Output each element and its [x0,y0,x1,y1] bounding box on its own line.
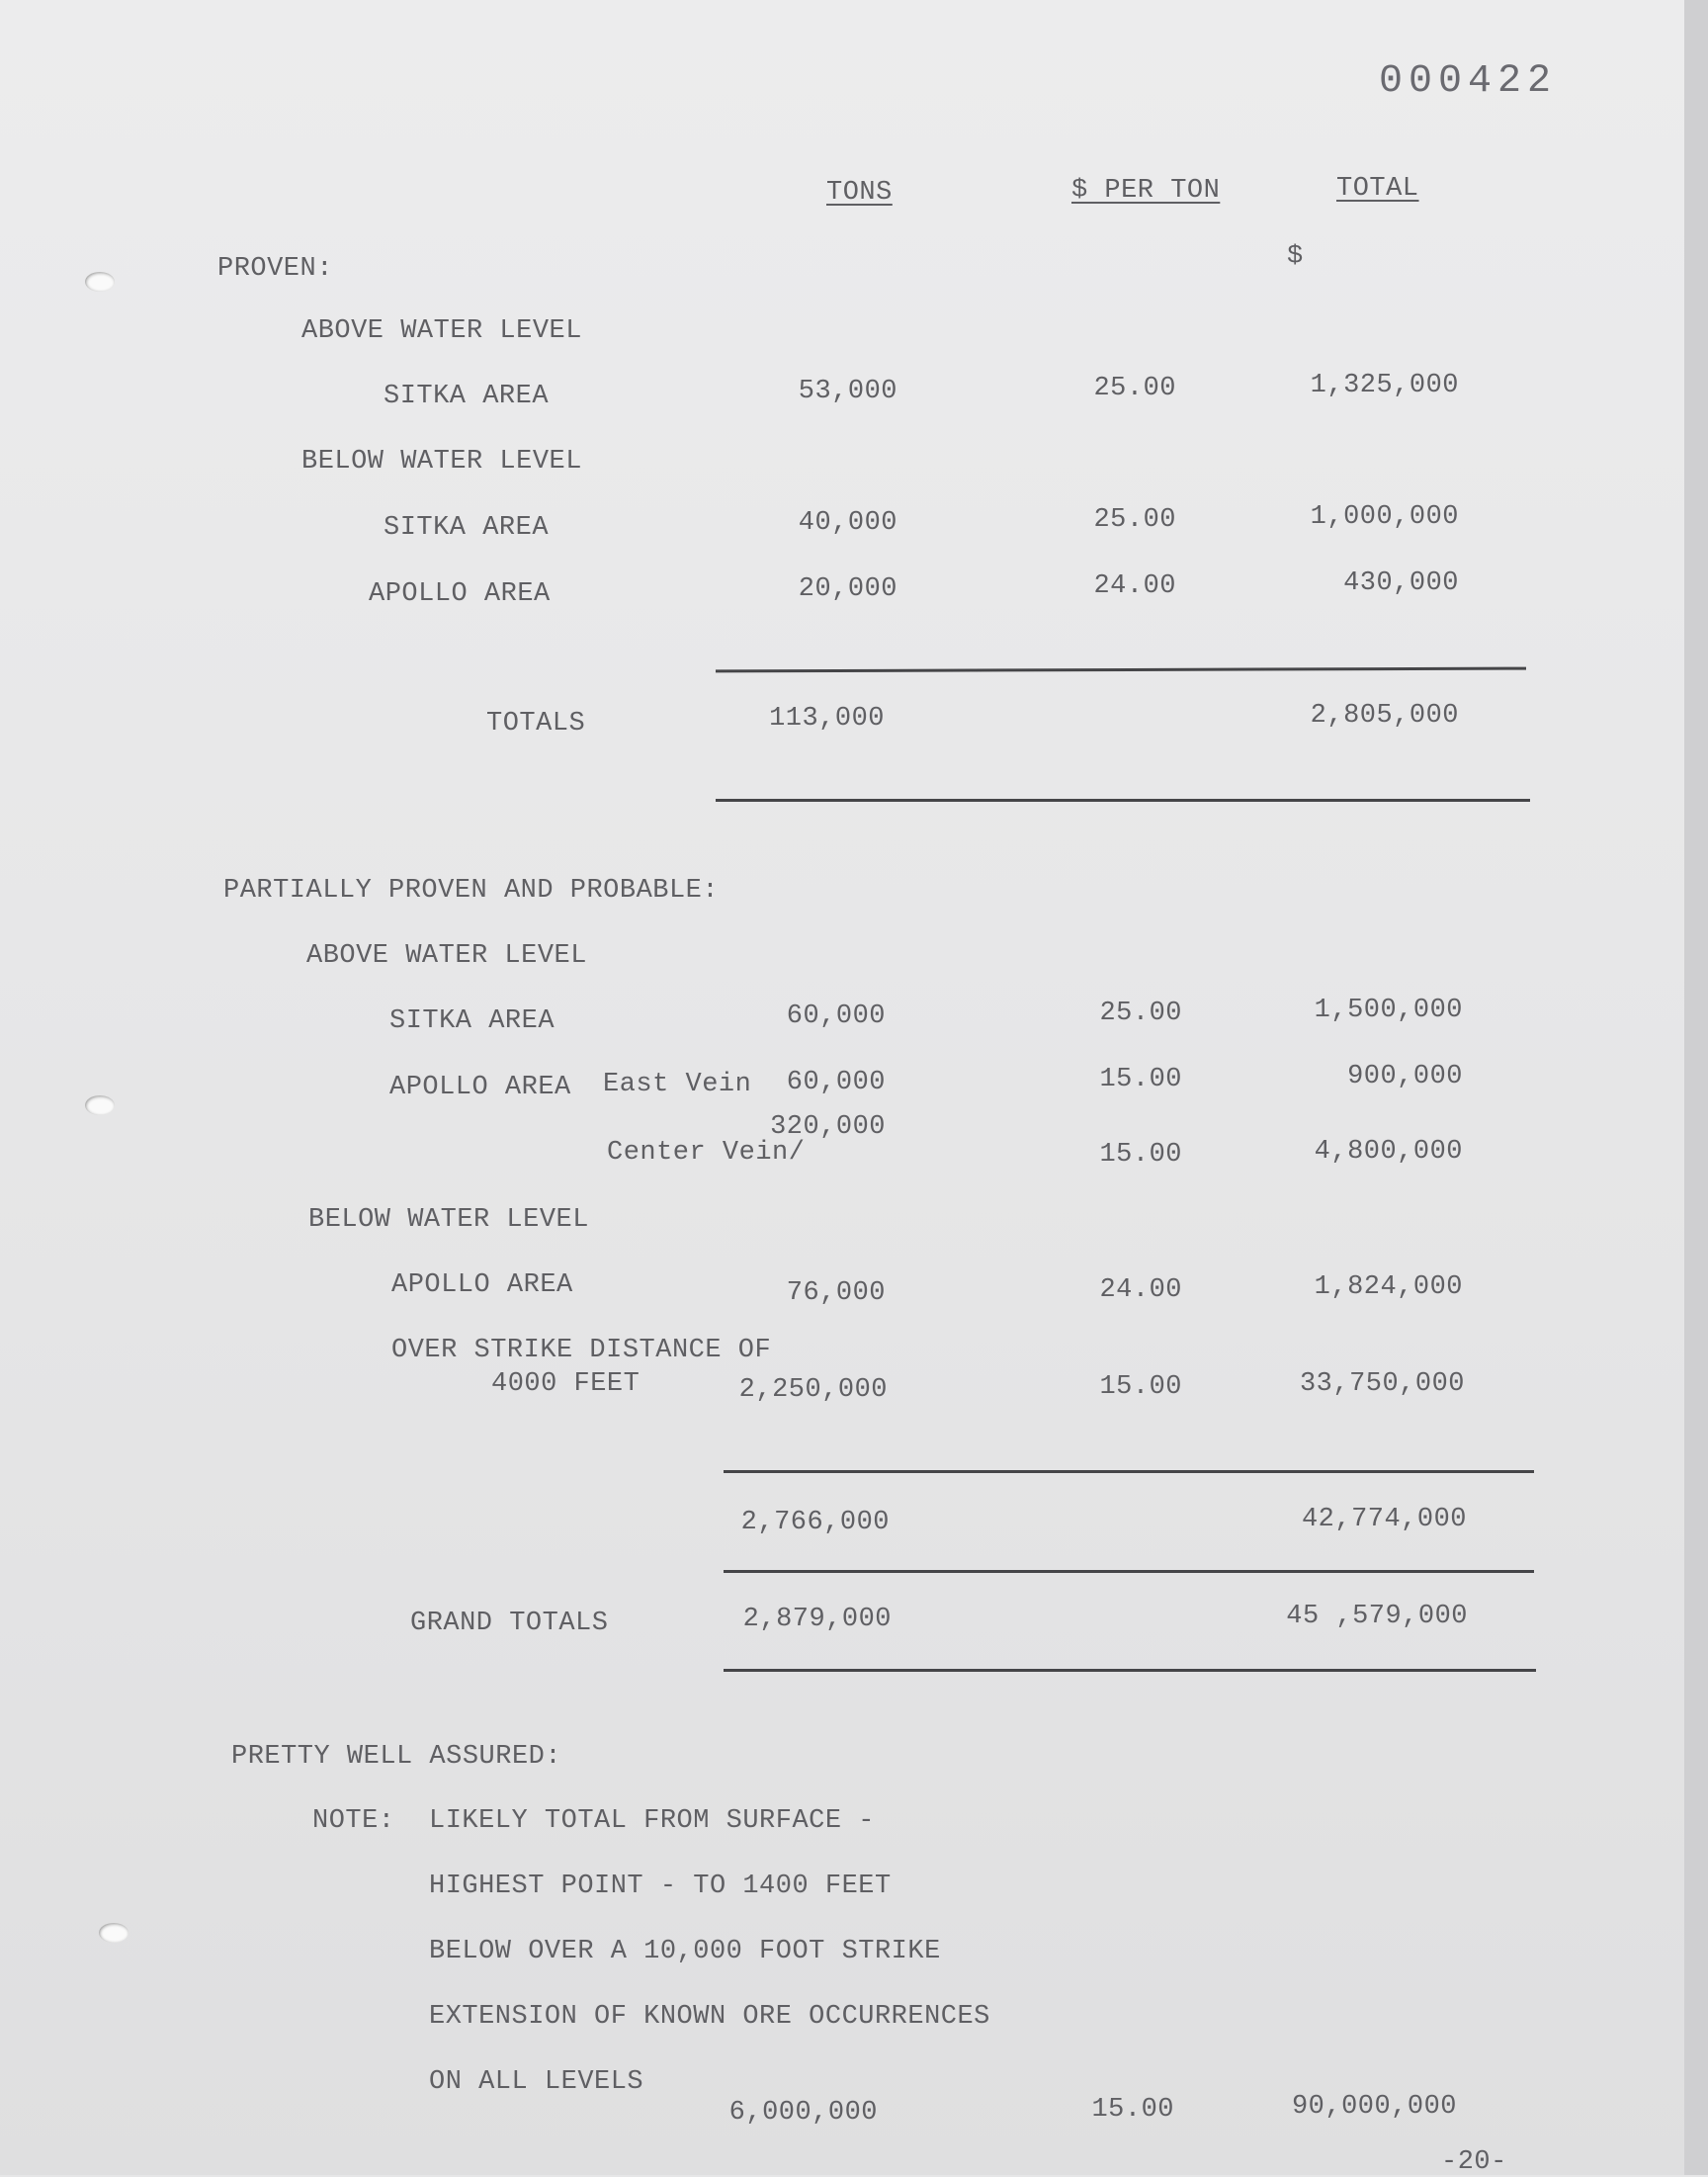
note-line: LIKELY TOTAL FROM SURFACE - [429,1806,875,1836]
section-pretty-well-assured: PRETTY WELL ASSURED: [231,1742,562,1772]
per-ton-value: 25.00 [1093,505,1176,535]
row-sublabel: Center Vein/ [607,1138,806,1168]
row-label: SITKA AREA [384,382,550,411]
tons-value: 320,000 [770,1112,886,1142]
per-ton-value: 25.00 [1099,999,1182,1028]
total-value: 33,750,000 [1299,1369,1465,1399]
total-rule [724,1570,1534,1573]
tons-total: 113,000 [769,704,885,734]
dollar-sign: $ [1287,242,1304,272]
above-water-level: ABOVE WATER LEVEL [306,941,587,971]
tons-grand-total: 2,879,000 [742,1605,892,1634]
tons-value: 2,250,000 [738,1375,888,1405]
header-tons: TONS [826,178,893,208]
per-ton-value: 15.00 [1099,1372,1182,1402]
row-label: 4000 FEET [491,1369,640,1399]
total-rule [724,1470,1534,1473]
tons-subtotal: 2,766,000 [740,1508,890,1537]
total-value: 4,800,000 [1314,1137,1463,1167]
row-label: APOLLO AREA [391,1270,573,1300]
section-proven: PROVEN: [217,254,333,284]
header-total: TOTAL [1336,174,1419,204]
header-per-ton: $ PER TON [1071,176,1221,206]
document-number: 000422 [1379,59,1558,104]
total-value: 900,000 [1347,1062,1463,1091]
page-number: -20- [1441,2147,1507,2177]
tons-value: 76,000 [786,1278,886,1308]
binder-hole [85,1095,115,1115]
total-rule [716,667,1526,673]
row-label: SITKA AREA [384,513,550,543]
dollar-subtotal: 42,774,000 [1301,1505,1467,1534]
per-ton-value: 24.00 [1093,571,1176,601]
tons-value: 53,000 [798,377,897,406]
section-partially-proven: PARTIALLY PROVEN AND PROBABLE: [223,876,720,906]
note-line: BELOW OVER A 10,000 FOOT STRIKE [429,1937,941,1966]
row-label: APOLLO AREA [369,579,551,609]
total-value: 430,000 [1343,568,1459,598]
tons-value: 60,000 [786,1001,886,1031]
per-ton-value: 15.00 [1091,2095,1174,2125]
total-value: 1,325,000 [1310,371,1459,400]
total-value: 90,000,000 [1291,2092,1457,2122]
total-value: 1,824,000 [1314,1272,1463,1302]
per-ton-value: 15.00 [1099,1140,1182,1170]
row-label: APOLLO AREA [389,1073,571,1102]
tons-value: 60,000 [786,1068,886,1097]
below-water-level: BELOW WATER LEVEL [308,1205,589,1235]
above-water-level: ABOVE WATER LEVEL [301,316,582,346]
tons-value: 20,000 [798,574,897,604]
totals-label: TOTALS [486,709,586,739]
total-value: 1,000,000 [1310,502,1459,532]
per-ton-value: 25.00 [1093,374,1176,403]
note-label: NOTE: [312,1806,395,1836]
total-value: 1,500,000 [1314,996,1463,1025]
row-label: SITKA AREA [389,1006,555,1036]
tons-value: 40,000 [798,508,897,538]
note-line: HIGHEST POINT - TO 1400 FEET [429,1872,892,1901]
total-rule [724,1669,1536,1672]
page-edge [1684,0,1708,2175]
row-sublabel: East Vein [603,1070,752,1099]
row-label: OVER STRIKE DISTANCE OF [391,1336,772,1365]
note-line: EXTENSION OF KNOWN ORE OCCURRENCES [429,2002,990,2032]
dollar-total: 2,805,000 [1310,701,1459,731]
total-rule [716,799,1530,802]
tons-value: 6,000,000 [728,2098,878,2128]
binder-hole [99,1923,128,1943]
below-water-level: BELOW WATER LEVEL [301,447,582,477]
binder-hole [85,272,115,292]
note-line: ON ALL LEVELS [429,2067,644,2097]
grand-totals-label: GRAND TOTALS [410,1609,609,1638]
dollar-grand-total: 45 ,579,000 [1286,1602,1468,1631]
per-ton-value: 15.00 [1099,1065,1182,1094]
per-ton-value: 24.00 [1099,1275,1182,1305]
